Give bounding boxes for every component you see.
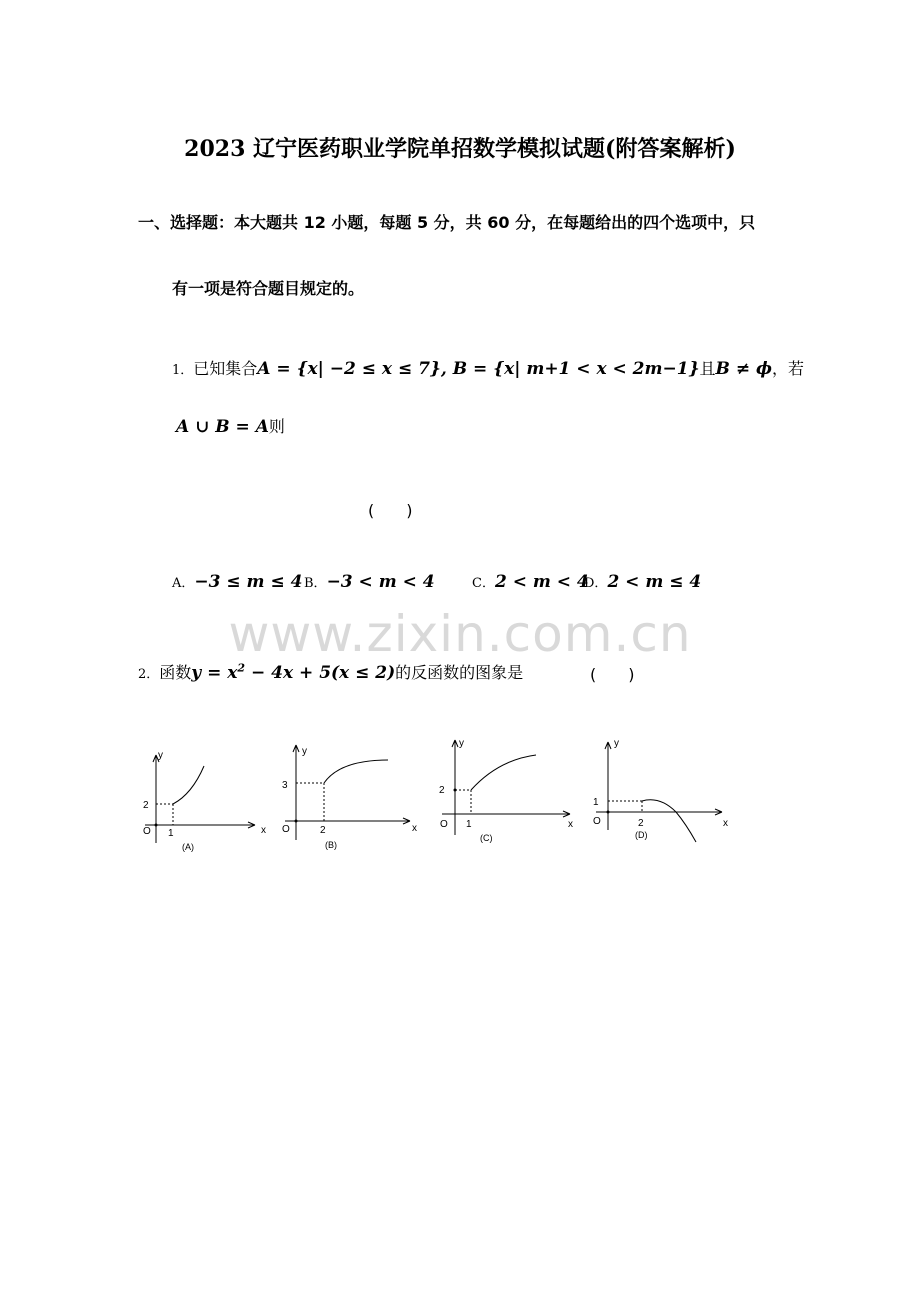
graph-a-x-label: x xyxy=(261,825,266,836)
question-1-line2 xyxy=(176,414,285,437)
graph-a xyxy=(143,750,266,852)
question-2-number: 2． xyxy=(138,667,160,682)
function-rest: − 4x + 5(x ≤ 2) xyxy=(245,663,396,683)
graph-c-ytick-dot xyxy=(454,789,457,792)
section-header-line1: 一、选择题：本大题共 12 小题，每题 5 分，共 60 分，在每题给出的四个选项中，只 xyxy=(138,213,756,232)
option-expr: 2 < m ≤ 4 xyxy=(607,572,702,592)
question-1-line1 xyxy=(172,356,804,379)
option-letter: D． xyxy=(584,576,608,591)
graph-a-x-tick: 1 xyxy=(168,828,174,839)
question-1-then: 则 xyxy=(268,417,285,436)
graph-c-origin: O xyxy=(440,819,448,830)
graph-b-y-label: y xyxy=(302,746,307,757)
option-expr: 2 < m < 4 xyxy=(494,572,589,592)
question-1-answer-paren: ( ) xyxy=(368,501,413,520)
graph-a-y-label: y xyxy=(158,750,163,761)
graph-d-x-tick: 2 xyxy=(638,818,644,829)
question-2-answer-paren: ( ) xyxy=(590,665,635,684)
graph-c-curve xyxy=(471,755,536,790)
option-letter: C． xyxy=(472,576,495,591)
question-2-line xyxy=(138,660,523,683)
graph-c xyxy=(439,738,573,843)
graph-c-y-tick: 2 xyxy=(439,785,445,796)
question-1-option-d xyxy=(584,572,701,592)
question-1-union: A ∪ B = A xyxy=(176,417,269,437)
answer-graphs xyxy=(130,730,750,860)
question-1-option-b xyxy=(304,572,435,592)
watermark: www.zixin.com.cn xyxy=(228,605,692,663)
graph-c-y-label: y xyxy=(459,738,464,749)
option-letter: A． xyxy=(172,576,195,591)
option-expr: −3 ≤ m ≤ 4 xyxy=(194,572,303,592)
graph-d xyxy=(593,738,728,842)
graph-d-caption: (D) xyxy=(635,830,648,840)
graph-a-origin-dot xyxy=(155,824,158,827)
function-exponent: 2 xyxy=(237,661,246,675)
graph-d-origin-dot xyxy=(607,811,610,814)
graph-b-y-tick: 3 xyxy=(282,780,288,791)
question-1-option-c xyxy=(472,572,589,592)
option-expr: −3 < m < 4 xyxy=(326,572,435,592)
document-title: 2023 辽宁医药职业学院单招数学模拟试题(附答案解析) xyxy=(184,136,736,162)
function-main: y = x xyxy=(191,663,238,683)
question-1-option-a xyxy=(172,572,302,592)
question-1-number: 1． xyxy=(172,363,194,378)
option-letter: B． xyxy=(304,576,327,591)
graph-b-curve xyxy=(324,760,388,783)
graph-d-y-tick: 1 xyxy=(593,797,599,808)
question-1-text-before: 已知集合 xyxy=(193,359,258,378)
graph-d-x-label: x xyxy=(723,818,728,829)
graph-b xyxy=(282,745,417,850)
question-1-conj: 且 xyxy=(699,359,716,378)
graph-c-caption: (C) xyxy=(480,833,493,843)
section-header-line2: 有一项是符合题目规定的。 xyxy=(172,279,365,298)
question-2-function xyxy=(191,663,395,683)
question-2-text-before: 函数 xyxy=(159,663,192,682)
graph-a-origin: O xyxy=(143,826,151,837)
graph-c-x-label: x xyxy=(568,819,573,830)
graph-a-y-tick: 2 xyxy=(143,800,149,811)
graph-d-curve xyxy=(642,800,696,842)
graph-b-caption: (B) xyxy=(325,840,337,850)
graph-a-curve xyxy=(173,766,204,804)
question-1-condition: B ≠ ϕ xyxy=(715,359,772,379)
graph-c-x-tick: 1 xyxy=(466,819,472,830)
question-2-text-after: 的反函数的图象是 xyxy=(395,663,524,682)
graph-b-origin-dot xyxy=(295,820,298,823)
graph-d-y-label: y xyxy=(614,738,619,749)
graph-b-x-tick: 2 xyxy=(320,825,326,836)
graph-a-caption: (A) xyxy=(182,842,194,852)
graph-b-x-label: x xyxy=(412,823,417,834)
question-1-text-after: ，若 xyxy=(772,359,805,378)
graph-b-origin: O xyxy=(282,824,290,835)
graph-d-origin: O xyxy=(593,816,601,827)
question-1-set-expr: A = {x| −2 ≤ x ≤ 7}, B = {x| m+1 < x < 2m−1} xyxy=(257,359,700,379)
